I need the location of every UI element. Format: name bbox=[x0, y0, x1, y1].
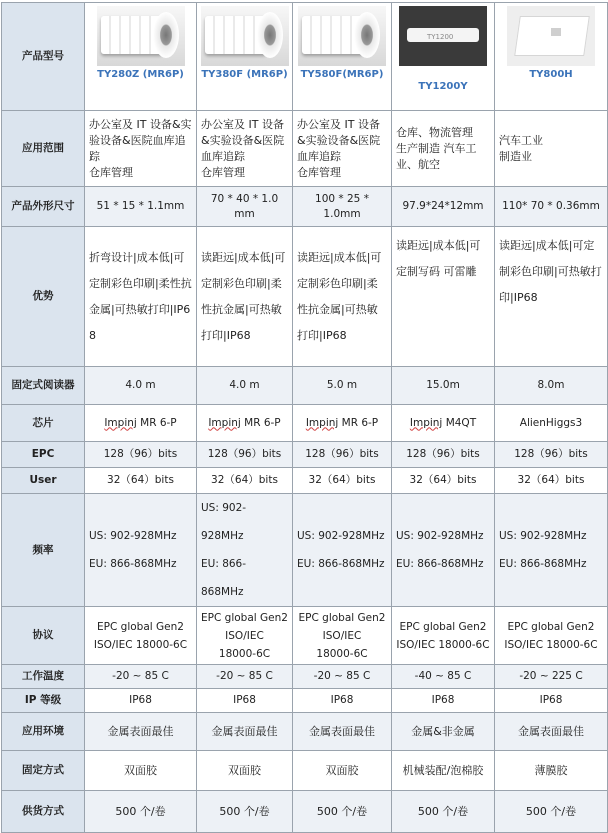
row-ip bbox=[2, 689, 608, 713]
chip-value bbox=[392, 405, 495, 442]
supply-value: 500 个/卷 bbox=[197, 791, 293, 833]
label-epc: EPC bbox=[2, 442, 85, 468]
chip-value bbox=[197, 405, 293, 442]
product-name: TY380F (MR6P) bbox=[201, 69, 288, 80]
user-value: 32（64）bits bbox=[392, 468, 495, 494]
frequency-value bbox=[85, 494, 197, 607]
temperature-value: -20 ~ 225 C bbox=[495, 665, 608, 689]
label-frequency: 频率 bbox=[2, 494, 85, 607]
dimensions-value: 70 * 40 * 1.0 mm bbox=[197, 187, 293, 227]
label-advantages: 优势 bbox=[2, 227, 85, 367]
temperature-value: -20 ~ 85 C bbox=[293, 665, 392, 689]
label-chip: 芯片 bbox=[2, 405, 85, 442]
row-model bbox=[2, 3, 608, 111]
advantages-value: 折弯设计|成本低|可定制彩色印刷|柔性抗金属|可热敏打印|IP68 bbox=[85, 227, 197, 367]
advantages-value: 读距远|成本低|可定制彩色印刷|柔性抗金属|可热敏打印|IP68 bbox=[197, 227, 293, 367]
application-value: 仓库、物流管理 生产制造 汽车工业、航空 bbox=[392, 111, 495, 187]
epc-value: 128（96）bits bbox=[392, 442, 495, 468]
freq-us: US: 902-928MHz bbox=[396, 530, 484, 542]
label-ip: IP 等级 bbox=[2, 689, 85, 713]
row-application bbox=[2, 111, 608, 187]
epc-value: 128（96）bits bbox=[293, 442, 392, 468]
row-epc bbox=[2, 442, 608, 468]
epc-value: 128（96）bits bbox=[495, 442, 608, 468]
freq-eu: EU: 866-868MHz bbox=[396, 558, 484, 570]
supply-value: 500 个/卷 bbox=[495, 791, 608, 833]
product-name: TY580F(MR6P) bbox=[300, 69, 384, 80]
product-name: TY280Z (MR6P) bbox=[97, 69, 184, 80]
frequency-value bbox=[293, 494, 392, 607]
label-protocol: 协议 bbox=[2, 607, 85, 665]
application-value: 办公室及 IT 设备&实验设备&医院血库追踪 仓库管理 bbox=[293, 111, 392, 187]
frequency-value bbox=[197, 494, 293, 607]
row-chip bbox=[2, 405, 608, 442]
row-reader bbox=[2, 367, 608, 405]
row-frequency bbox=[2, 494, 608, 607]
dimensions-value: 100 * 25 * 1.0mm bbox=[293, 187, 392, 227]
row-environment bbox=[2, 713, 608, 751]
protocol-value: EPC global Gen2 ISO/IEC 18000-6C bbox=[85, 607, 197, 665]
row-temperature bbox=[2, 665, 608, 689]
label-reader: 固定式阅读器 bbox=[2, 367, 85, 405]
temperature-value: -20 ~ 85 C bbox=[197, 665, 293, 689]
freq-eu: EU: 866-868MHz bbox=[89, 558, 177, 570]
row-advantages bbox=[2, 227, 608, 367]
protocol-value: EPC global Gen2 ISO/IEC 18000-6C bbox=[495, 607, 608, 665]
reader-value: 15.0m bbox=[392, 367, 495, 405]
product-image-tag bbox=[399, 6, 487, 66]
user-value: 32（64）bits bbox=[197, 468, 293, 494]
application-value: 汽车工业 制造业 bbox=[495, 111, 608, 187]
product-image-roll bbox=[97, 6, 185, 66]
protocol-value: EPC global Gen2 ISO/IEC 18000-6C bbox=[197, 607, 293, 665]
product-image-roll bbox=[298, 6, 386, 66]
dimensions-value: 110* 70 * 0.36mm bbox=[495, 187, 608, 227]
chip-model: AlienHiggs3 bbox=[519, 416, 583, 429]
chip-brand: Impinj bbox=[104, 416, 137, 429]
product-name: TY800H bbox=[529, 69, 573, 80]
mounting-value: 双面胶 bbox=[293, 751, 392, 791]
mounting-value: 双面胶 bbox=[85, 751, 197, 791]
environment-value: 金属表面最佳 bbox=[85, 713, 197, 751]
label-supply: 供货方式 bbox=[2, 791, 85, 833]
environment-value: 金属表面最佳 bbox=[293, 713, 392, 751]
row-supply bbox=[2, 791, 608, 833]
chip-model: MR 6-P bbox=[240, 416, 281, 429]
ip-value: IP68 bbox=[85, 689, 197, 713]
chip-value bbox=[495, 405, 608, 442]
row-mounting bbox=[2, 751, 608, 791]
product-name: TY1200Y bbox=[418, 81, 468, 92]
freq-eu: EU: 866-868MHz bbox=[201, 558, 247, 598]
freq-us: US: 902-928MHz bbox=[89, 530, 177, 542]
environment-value: 金属&非金属 bbox=[392, 713, 495, 751]
product-image-card bbox=[507, 6, 595, 66]
row-dimensions bbox=[2, 187, 608, 227]
product-cell bbox=[293, 3, 392, 111]
freq-eu: EU: 866-868MHz bbox=[499, 558, 587, 570]
advantages-value: 读距远|成本低|可定制彩色印刷|可热敏打印|IP68 bbox=[495, 227, 608, 367]
user-value: 32（64）bits bbox=[293, 468, 392, 494]
product-image-roll bbox=[201, 6, 289, 66]
row-user bbox=[2, 468, 608, 494]
chip-model: MR 6-P bbox=[338, 416, 379, 429]
freq-eu: EU: 866-868MHz bbox=[297, 558, 385, 570]
protocol-value: EPC global Gen2 ISO/IEC 18000-6C bbox=[293, 607, 392, 665]
temperature-value: -20 ~ 85 C bbox=[85, 665, 197, 689]
dimensions-value: 97.9*24*12mm bbox=[392, 187, 495, 227]
label-mounting: 固定方式 bbox=[2, 751, 85, 791]
label-temperature: 工作温度 bbox=[2, 665, 85, 689]
chip-model: MR 6-P bbox=[136, 416, 177, 429]
tag-print-text: TY1200 bbox=[427, 33, 454, 41]
label-dimensions: 产品外形尺寸 bbox=[2, 187, 85, 227]
user-value: 32（64）bits bbox=[85, 468, 197, 494]
chip-brand: Impinj bbox=[208, 416, 241, 429]
label-user: User bbox=[2, 468, 85, 494]
environment-value: 金属表面最佳 bbox=[197, 713, 293, 751]
ip-value: IP68 bbox=[197, 689, 293, 713]
supply-value: 500 个/卷 bbox=[85, 791, 197, 833]
chip-brand: Impinj bbox=[409, 416, 443, 429]
chip-brand: Impinj bbox=[305, 416, 339, 429]
environment-value: 金属表面最佳 bbox=[495, 713, 608, 751]
epc-value: 128（96）bits bbox=[197, 442, 293, 468]
freq-us: US: 902-928MHz bbox=[499, 530, 587, 542]
product-cell bbox=[392, 3, 495, 111]
advantages-value: 读距远|成本低|可定制彩色印刷|柔性抗金属|可热敏打印|IP68 bbox=[293, 227, 392, 367]
chip-value bbox=[293, 405, 392, 442]
spec-table bbox=[1, 2, 608, 833]
epc-value: 128（96）bits bbox=[85, 442, 197, 468]
frequency-value bbox=[495, 494, 608, 607]
ip-value: IP68 bbox=[293, 689, 392, 713]
product-cell bbox=[197, 3, 293, 111]
user-value: 32（64）bits bbox=[495, 468, 608, 494]
chip-model: M4QT bbox=[442, 416, 477, 429]
reader-value: 8.0m bbox=[495, 367, 608, 405]
reader-value: 4.0 m bbox=[85, 367, 197, 405]
temperature-value: -40 ~ 85 C bbox=[392, 665, 495, 689]
supply-value: 500 个/卷 bbox=[392, 791, 495, 833]
reader-value: 5.0 m bbox=[293, 367, 392, 405]
application-value: 办公室及 IT 设备&实验设备&医院血库追踪 仓库管理 bbox=[197, 111, 293, 187]
ip-value: IP68 bbox=[495, 689, 608, 713]
reader-value: 4.0 m bbox=[197, 367, 293, 405]
label-environment: 应用环境 bbox=[2, 713, 85, 751]
ip-value: IP68 bbox=[392, 689, 495, 713]
chip-value bbox=[85, 405, 197, 442]
frequency-value bbox=[392, 494, 495, 607]
application-value: 办公室及 IT 设备&实验设备&医院血库追踪 仓库管理 bbox=[85, 111, 197, 187]
row-protocol bbox=[2, 607, 608, 665]
supply-value: 500 个/卷 bbox=[293, 791, 392, 833]
product-cell bbox=[495, 3, 608, 111]
mounting-value: 薄膜胶 bbox=[495, 751, 608, 791]
protocol-value: EPC global Gen2 ISO/IEC 18000-6C bbox=[392, 607, 495, 665]
mounting-value: 机械装配/泡棉胶 bbox=[392, 751, 495, 791]
label-model: 产品型号 bbox=[2, 3, 85, 111]
product-cell bbox=[85, 3, 197, 111]
label-application: 应用范围 bbox=[2, 111, 85, 187]
freq-us: US: 902-928MHz bbox=[201, 502, 247, 542]
advantages-value: 读距远|成本低|可定制写码 可雷雕 bbox=[392, 227, 495, 367]
mounting-value: 双面胶 bbox=[197, 751, 293, 791]
freq-us: US: 902-928MHz bbox=[297, 530, 385, 542]
dimensions-value: 51 * 15 * 1.1mm bbox=[85, 187, 197, 227]
